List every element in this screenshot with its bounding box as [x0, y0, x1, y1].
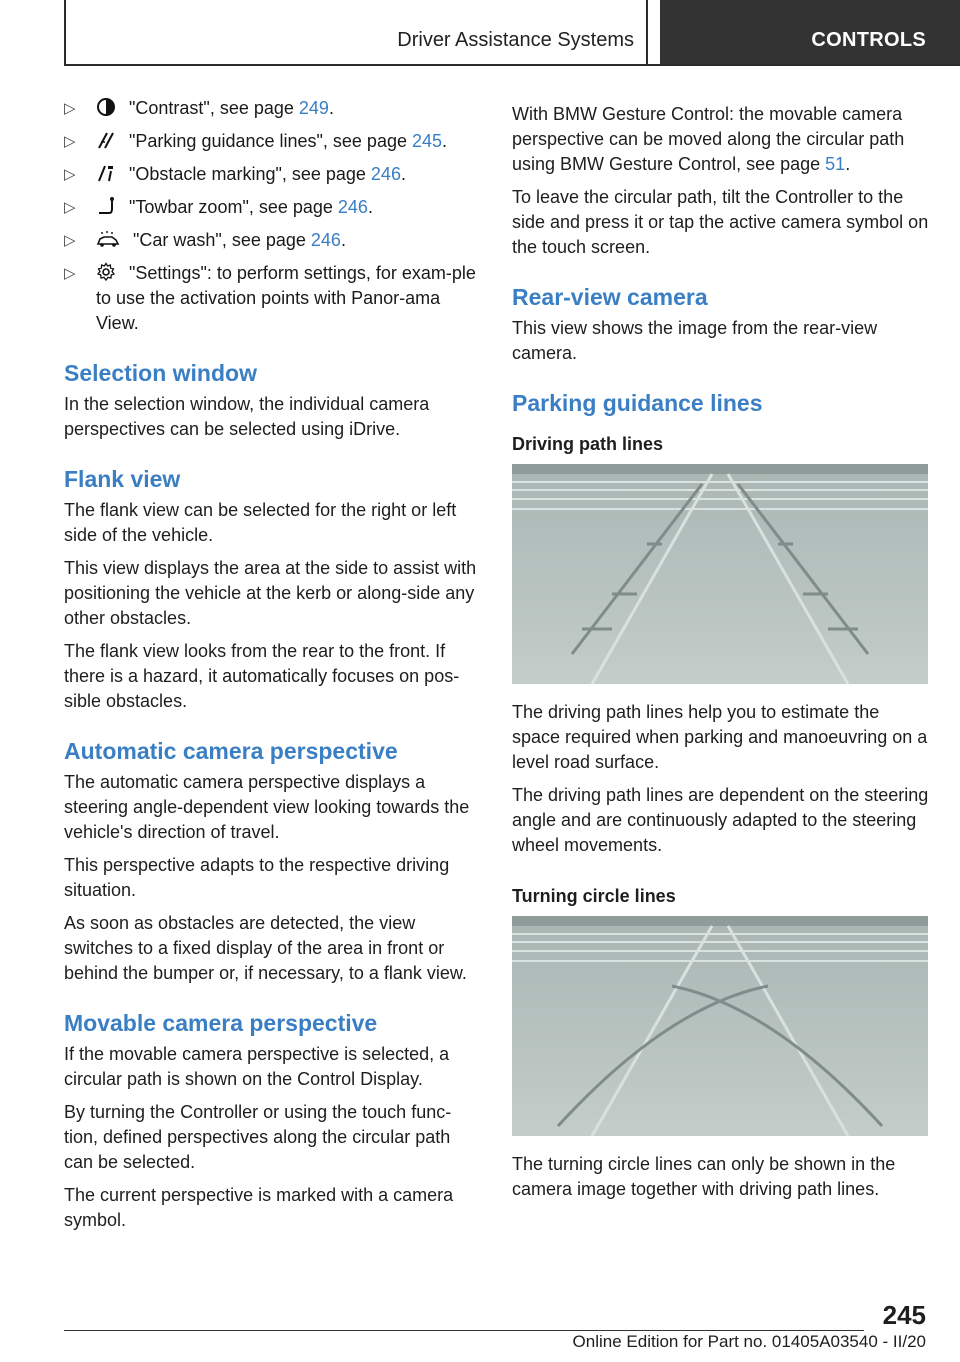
left-column — [64, 96, 480, 1241]
page-link[interactable]: 246 — [337, 197, 368, 217]
bullet-triangle-icon: ▷ — [64, 232, 76, 249]
list-item: ▷ "Car wash", see page 246. — [64, 228, 480, 253]
paragraph: With BMW Gesture Control: the movable camera perspective can be moved along the circular path using BMW Gesture Control, see page 51. — [512, 104, 905, 174]
paragraph: In the selection window, the individual camera perspectives can be selected using iDrive. — [64, 394, 430, 439]
heading-movable-camera: Movable camera perspective — [64, 1010, 378, 1036]
paragraph: This view shows the image from the rear-view camera. — [512, 318, 878, 363]
list-item: ▷ "Towbar zoom", see page 246. — [64, 195, 480, 220]
page-link[interactable]: 246 — [370, 164, 401, 184]
list-item: ▷ "Obstacle marking", see page 246. — [64, 162, 480, 187]
paragraph: The flank view looks from the rear to the front. If there is a hazard, it automatically focuses on pos-sible obstacles. — [64, 641, 460, 711]
parking-lines-icon — [96, 130, 116, 150]
bullet-triangle-icon: ▷ — [64, 199, 76, 216]
paragraph: The flank view can be selected for the right or left side of the vehicle. — [64, 500, 457, 545]
header-chapter-title: CONTROLS — [811, 29, 926, 51]
header-chapter-box — [660, 0, 960, 64]
driving-path-lines-image — [512, 464, 928, 684]
paragraph: The driving path lines help you to estimate the space required when parking and manoeuvring on a level road surface. — [512, 702, 928, 772]
paragraph: By turning the Controller or using the touch func-tion, defined perspectives along the circular path can be selected. — [64, 1102, 452, 1172]
list-item: ▷ "Settings": to perform settings, for exam-ple to use the activation points with Panor-ama View. — [64, 263, 476, 333]
footer-rule — [64, 1330, 864, 1331]
towbar-icon — [96, 196, 116, 216]
bullet-triangle-icon: ▷ — [64, 100, 76, 117]
heading-parking-guidance: Parking guidance lines — [512, 390, 763, 416]
paragraph: The driving path lines are dependent on the steering angle and are continuously adapted to the steering wheel movements. — [512, 785, 929, 855]
footer-edition: Online Edition for Part no. 01405A03540 - II/20 — [572, 1332, 926, 1351]
heading-selection-window: Selection window — [64, 360, 257, 386]
paragraph: The turning circle lines can only be shown in the camera image together with driving path lines. — [512, 1154, 896, 1199]
paragraph: To leave the circular path, tilt the Controller to the side and press it or tap the active camera symbol on the touch screen. — [512, 187, 929, 257]
paragraph: This perspective adapts to the respective driving situation. — [64, 855, 450, 900]
option-list — [64, 96, 480, 336]
header-section-box — [64, 0, 648, 64]
paragraph: This view displays the area at the side to assist with positioning the vehicle at the kerb or along-side any other obstacles. — [64, 558, 477, 628]
page-link[interactable]: 245 — [411, 131, 443, 151]
paragraph: The automatic camera perspective displays a steering angle-dependent view looking towards the vehicle's direction of travel. — [64, 772, 470, 842]
heading-rear-view-camera: Rear-view camera — [512, 284, 708, 310]
bullet-triangle-icon: ▷ — [64, 166, 76, 183]
page-link[interactable]: 51 — [825, 154, 846, 174]
paragraph: As soon as obstacles are detected, the view switches to a fixed display of the area in front or behind the bumper or, if necessary, to a flank view. — [64, 913, 467, 983]
bullet-triangle-icon: ▷ — [64, 133, 76, 150]
obstacle-marking-icon — [96, 163, 116, 183]
car-wash-icon — [96, 229, 120, 249]
heading-automatic-camera: Automatic camera perspective — [64, 738, 398, 764]
header-rule — [64, 64, 960, 66]
page-link[interactable]: 249 — [298, 98, 329, 118]
list-item: ▷ "Contrast", see page 249. — [64, 96, 480, 121]
subheading-turning-circle: Turning circle lines — [512, 886, 676, 906]
list-item: ▷ "Parking guidance lines", see page 245. — [64, 129, 480, 154]
paragraph: If the movable camera perspective is selected, a circular path is shown on the Control Display. — [64, 1044, 450, 1089]
gear-icon — [96, 262, 116, 282]
contrast-icon — [96, 97, 116, 117]
bullet-triangle-icon: ▷ — [64, 265, 76, 282]
turning-circle-lines-image — [512, 916, 928, 1136]
header-section-title: Driver Assistance Systems — [397, 29, 634, 51]
page-number: 245 — [882, 1300, 926, 1330]
right-column — [512, 102, 930, 1210]
subheading-driving-path: Driving path lines — [512, 434, 664, 454]
paragraph: The current perspective is marked with a camera symbol. — [64, 1185, 454, 1230]
page-link[interactable]: 246 — [310, 230, 341, 250]
heading-flank-view: Flank view — [64, 466, 181, 492]
